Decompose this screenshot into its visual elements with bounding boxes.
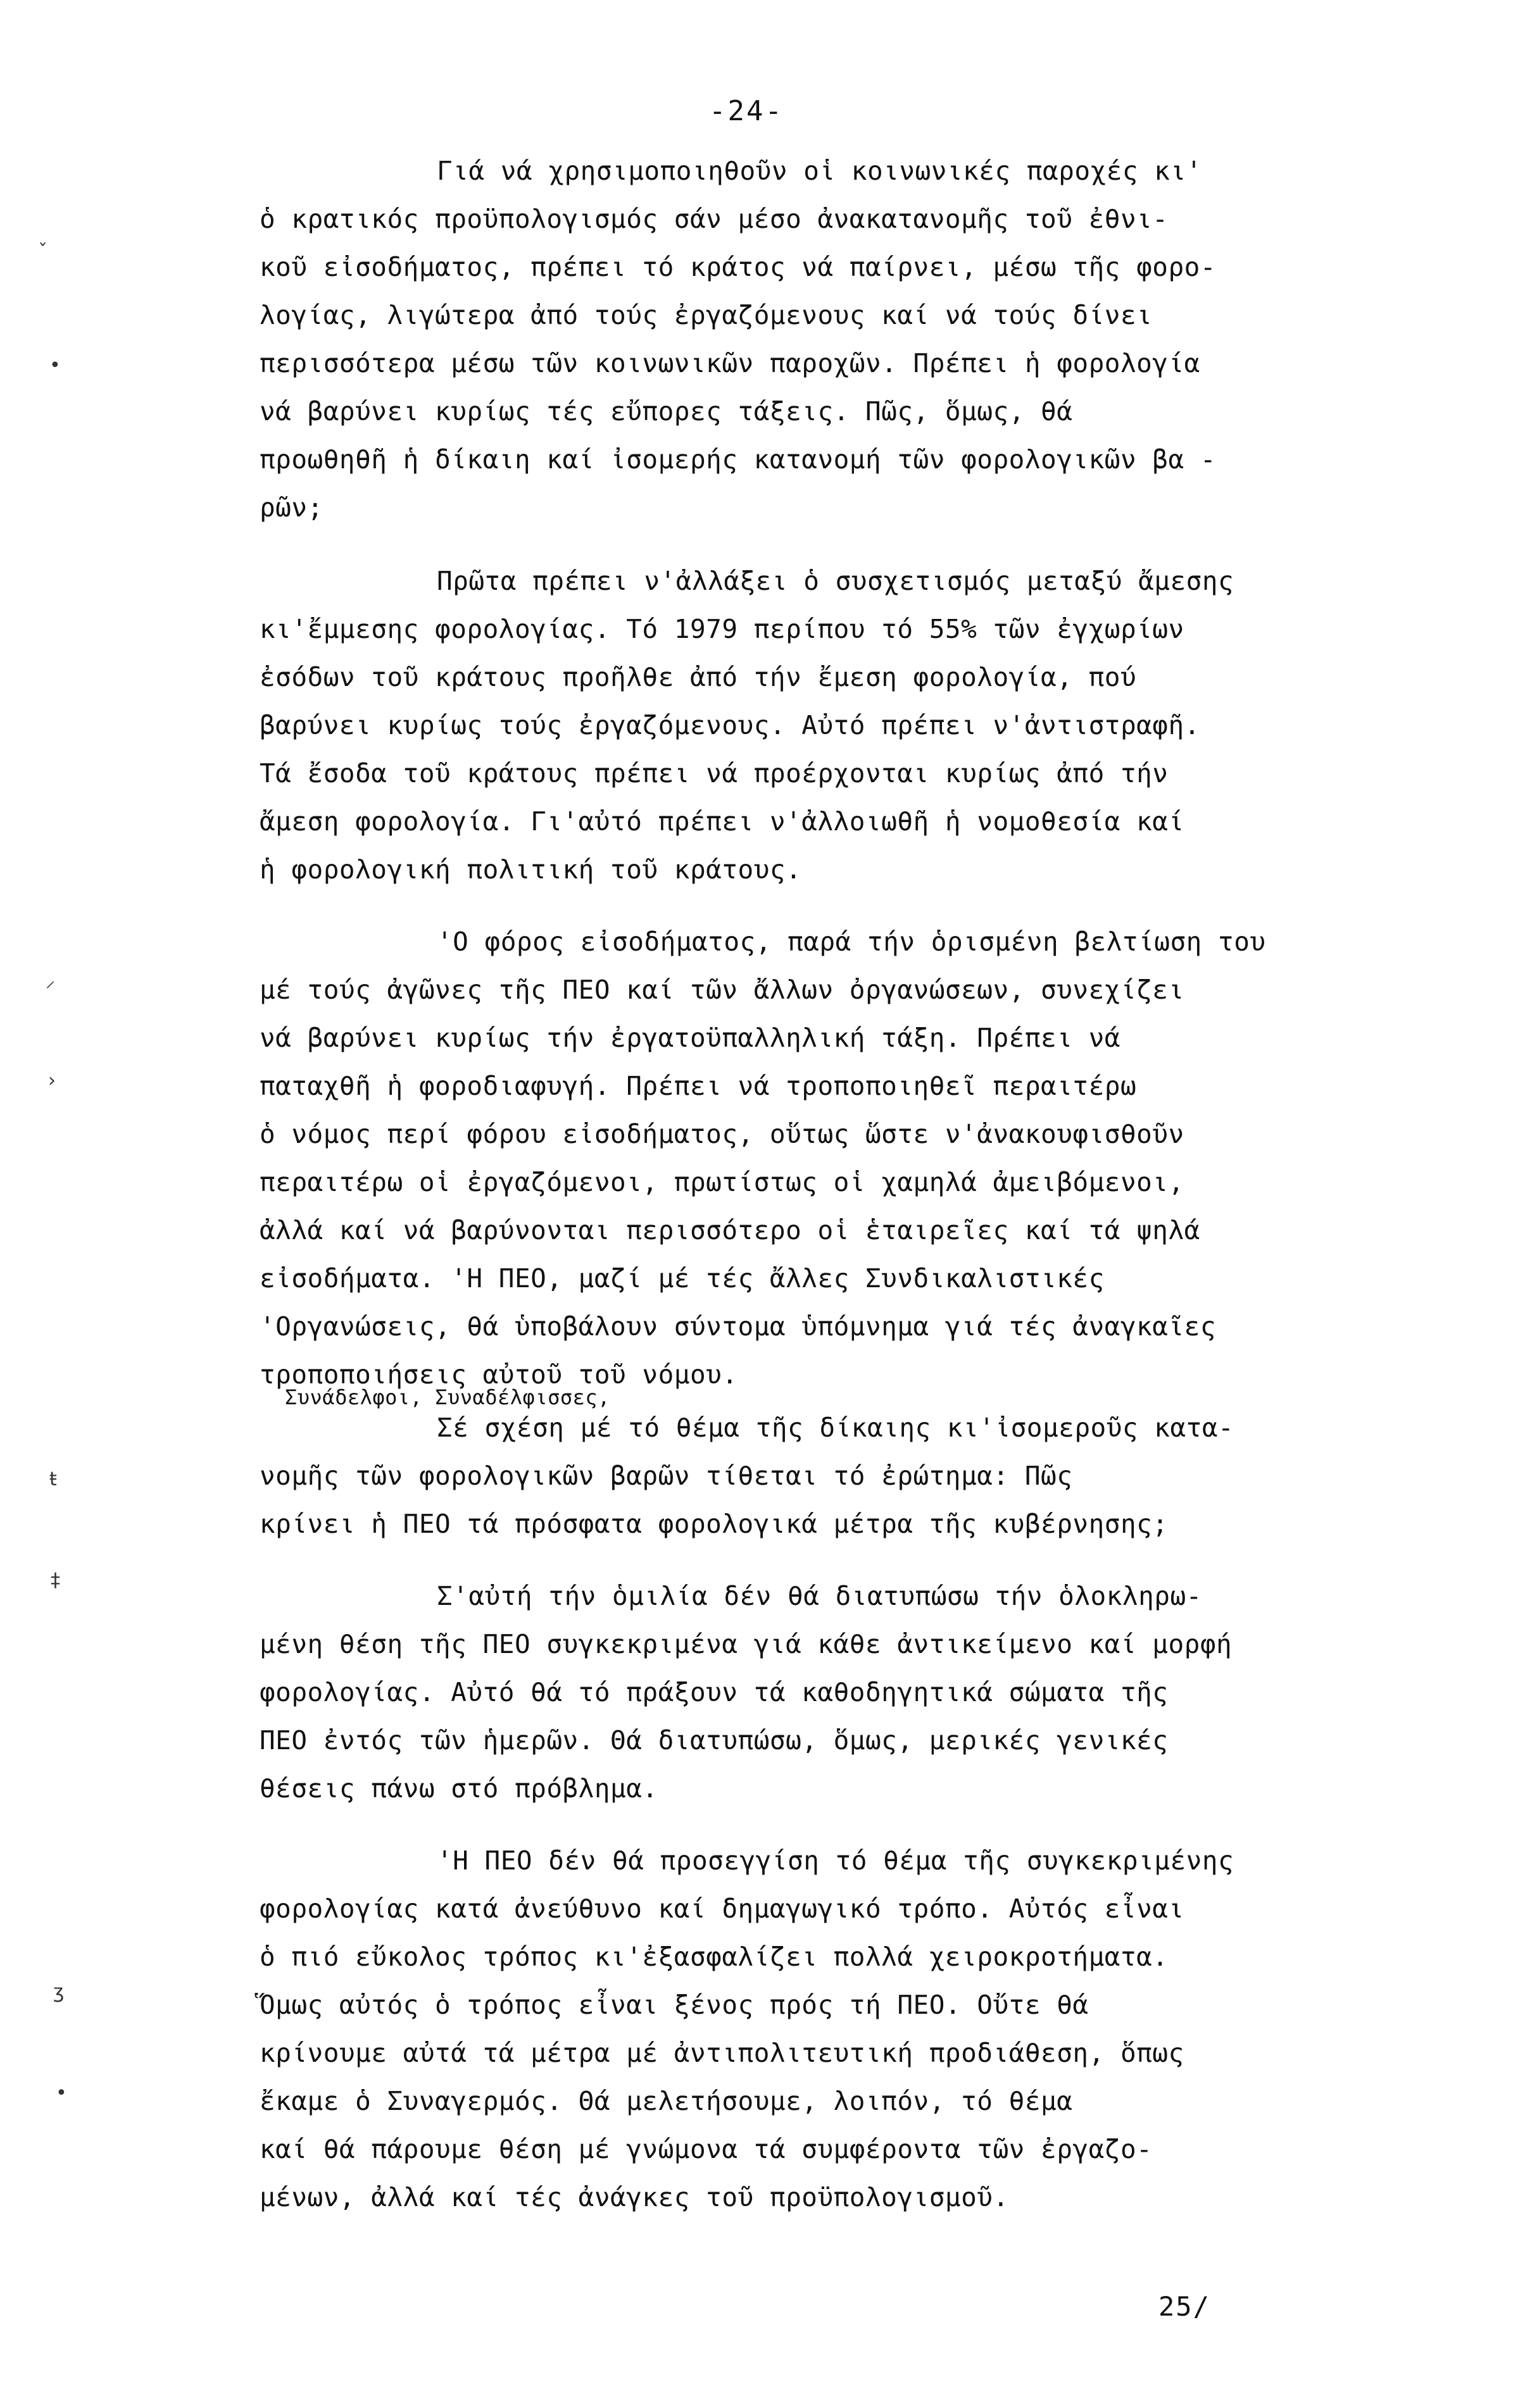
text-line: παταχθῆ ἡ φοροδιαφυγή. Πρέπει νά τροποποιηθεῖ περαιτέρω [260, 1071, 1137, 1101]
text-line: μένων, ἀλλά καί τές ἀνάγκες τοῦ προϋπολογισμοῦ. [260, 2182, 1009, 2212]
text-line: ὁ κρατικός προϋπολογισμός σάν μέσο ἀνακατανομῆς τοῦ ἐθνι- [260, 204, 1169, 234]
text-line: Σέ σχέση μέ τό θέμα τῆς δίκαιης κι'ἰσομεροῦς κατα- [437, 1413, 1234, 1443]
text-line: ἔκαμε ὁ Συναγερμός. Θά μελετήσουμε, λοιπόν, τό θέμα [260, 2086, 1073, 2116]
text-line: 'Η ΠΕΟ δέν θά προσεγγίση τό θέμα τῆς συγκεκριμένης [437, 1845, 1234, 1876]
text-line: περαιτέρω οἱ ἐργαζόμενοι, πρωτίστως οἱ χαμηλά ἀμειβόμενοι, [260, 1167, 1184, 1197]
text-line: προωθηθῆ ἡ δίκαιη καί ἰσομερής κατανομή τῶν φορολογικῶν βα - [260, 444, 1217, 475]
text-line: ἄμεση φορολογία. Γι'αὐτό πρέπει ν'ἀλλοιωθῆ ἡ νομοθεσία καί [260, 806, 1184, 837]
text-line: ρῶν; [260, 492, 323, 523]
text-line: τροποποιήσεις αὐτοῦ τοῦ νόμου. [260, 1359, 738, 1390]
text-line: κοῦ εἰσοδήματος, πρέπει τό κράτος νά παίρνει, μέσω τῆς φορο- [260, 252, 1217, 282]
text-line: περισσότερα μέσω τῶν κοινωνικῶν παροχῶν. Πρέπει ἡ φορολογία [260, 348, 1200, 378]
scan-mark: ʒ [53, 1981, 65, 2003]
text-line: κρίνουμε αὐτά τά μέτρα μέ ἀντιπολιτευτική προδιάθεση, ὅπως [260, 2038, 1184, 2068]
text-line: ἡ φορολογική πολιτική τοῦ κράτους. [260, 854, 802, 885]
text-line: 'Οργανώσεις, θά ὑποβάλουν σύντομα ὑπόμνημα γιά τές ἀναγκαῖες [260, 1311, 1217, 1342]
scan-mark: › [48, 1070, 56, 1092]
text-line: φορολογίας. Αὐτό θά τό πράξουν τά καθοδηγητικά σώματα τῆς [260, 1677, 1169, 1707]
text-line: μένη θέση τῆς ΠΕΟ συγκεκριμένα γιά κάθε ἀντικείμενο καί μορφή [260, 1629, 1233, 1659]
scan-mark: ‡ [51, 1569, 60, 1592]
text-line: φορολογίας κατά ἀνεύθυνο καί δημαγωγικό τρόπο. Αὐτός εἶναι [260, 1893, 1184, 1924]
text-line: Σ'αὐτή τήν ὁμιλία δέν θά διατυπώσω τήν ὁλοκληρω- [437, 1581, 1202, 1611]
text-line: ὁ νόμος περί φόρου εἰσοδήματος, οὕτως ὥστε ν'ἀνακουφισθοῦν [260, 1119, 1184, 1149]
text-line: ΠΕΟ ἐντός τῶν ἡμερῶν. Θά διατυπώσω, ὅμως, μερικές γενικές [260, 1725, 1169, 1756]
text-line: Ὅμως αὐτός ὁ τρόπος εἶναι ξένος πρός τή ΠΕΟ. Οὔτε θά [260, 1990, 1089, 2020]
salutation-insert: Συνάδελφοι, Συναδέλφισσες, [285, 1385, 610, 1409]
scan-mark: • [56, 2082, 67, 2104]
text-line: 'Ο φόρος εἰσοδήματος, παρά τήν ὁρισμένη βελτίωση του [437, 926, 1266, 957]
text-line: νά βαρύνει κυρίως τήν ἐργατοϋπαλληλική τάξη. Πρέπει νά [260, 1023, 1120, 1053]
text-line: Τά ἔσοδα τοῦ κράτους πρέπει νά προέρχονται κυρίως ἀπό τήν [260, 758, 1169, 789]
scan-mark: ⸍ [46, 978, 55, 1000]
text-line: μέ τούς ἀγῶνες τῆς ΠΕΟ καί τῶν ἄλλων ὀργανώσεων, συνεχίζει [260, 975, 1184, 1005]
text-line: ὁ πιό εὔκολος τρόπος κι'ἐξασφαλίζει πολλά χειροκροτήματα. [260, 1942, 1169, 1972]
text-line: εἰσοδήματα. 'Η ΠΕΟ, μαζί μέ τές ἄλλες Συνδικαλιστικές [260, 1263, 1105, 1294]
text-line: θέσεις πάνω στό πρόβλημα. [260, 1773, 658, 1804]
scan-mark: ŧ [49, 1468, 57, 1490]
next-page-reference: 25/ [1158, 2291, 1210, 2322]
text-line: κρίνει ἡ ΠΕΟ τά πρόσφατα φορολογικά μέτρα τῆς κυβέρνησης; [260, 1509, 1169, 1539]
text-line: λογίας, λιγώτερα ἀπό τούς ἐργαζόμενους καί νά τούς δίνει [260, 300, 1153, 330]
scan-mark: ˇ [38, 240, 47, 263]
text-line: Πρῶτα πρέπει ν'ἀλλάξει ὁ συσχετισμός μεταξύ ἄμεσης [437, 566, 1234, 596]
text-line: κι'ἔμμεσης φορολογίας. Τό 1979 περίπου τό 55% τῶν ἐγχωρίων [260, 614, 1184, 644]
page-number: -24- [709, 95, 784, 127]
text-line: βαρύνει κυρίως τούς ἐργαζόμενους. Αὐτό πρέπει ν'ἀντιστραφῆ. [260, 710, 1200, 740]
text-line: καί θά πάρουμε θέση μέ γνώμονα τά συμφέροντα τῶν ἐργαζο- [260, 2134, 1153, 2164]
text-line: Γιά νά χρησιμοποιηθοῦν οἱ κοινωνικές παροχές κι' [437, 156, 1202, 186]
text-line: ἀλλά καί νά βαρύνονται περισσότερο οἱ ἑταιρεῖες καί τά ψηλά [260, 1215, 1200, 1245]
text-line: νομῆς τῶν φορολογικῶν βαρῶν τίθεται τό ἐρώτημα: Πῶς [260, 1461, 1073, 1491]
text-line: νά βαρύνει κυρίως τές εὔπορες τάξεις. Πῶς, ὅμως, θά [260, 396, 1073, 427]
text-line: ἐσόδων τοῦ κράτους προῆλθε ἀπό τήν ἔμεση φορολογία, πού [260, 662, 1137, 692]
scan-mark: • [49, 354, 61, 377]
